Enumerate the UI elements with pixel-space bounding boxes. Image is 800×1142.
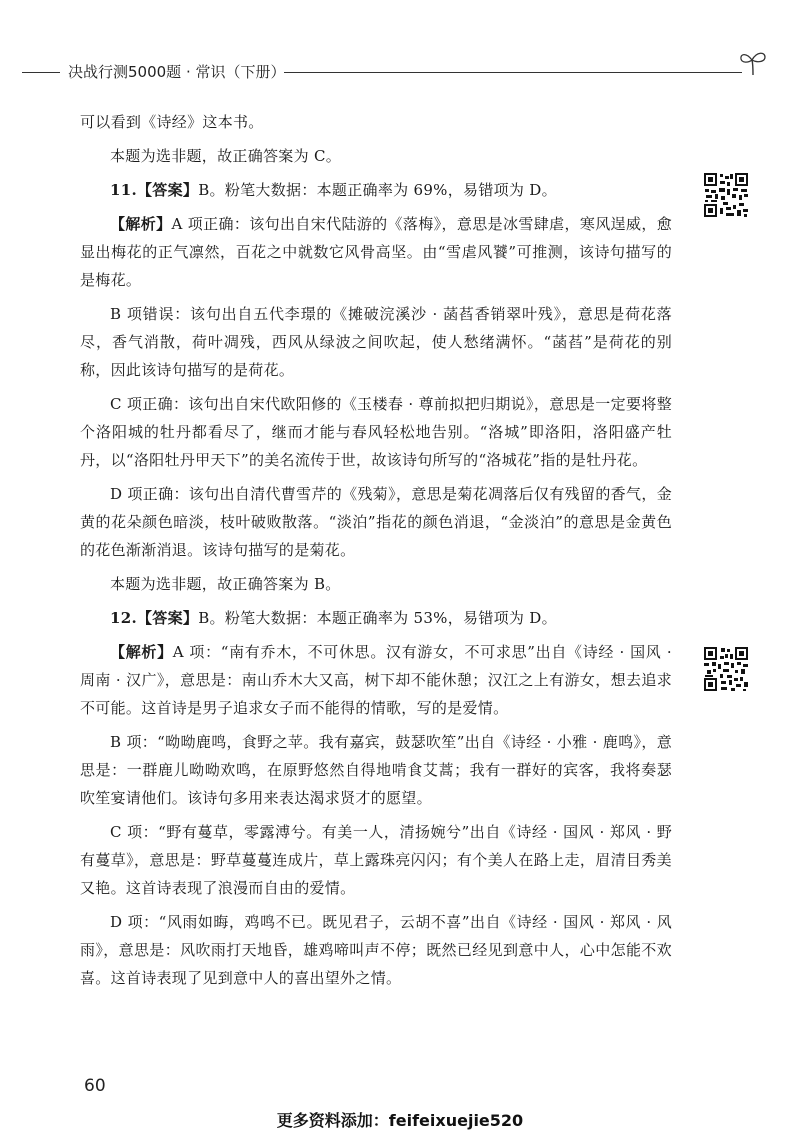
answer-line: 12.【答案】B。粉笔大数据：本题正确率为 53%，易错项为 D。 (110, 609, 557, 627)
header-rule-left (22, 72, 60, 73)
analysis-label: 【解析】 (110, 215, 172, 233)
paragraph: 本题为选非题，故正确答案为 B。 (110, 575, 341, 593)
page-header (0, 56, 800, 86)
paragraph: 本题为选非题，故正确答案为 C。 (110, 147, 342, 165)
paragraph: B 项：“呦呦鹿鸣，食野之苹。我有嘉宾，鼓瑟吹笙”出自《诗经 · 小雅 · 鹿鸣》，意思是：一群鹿儿呦呦欢鸣，在原野悠然自得地啃食艾蒿；我有一群好的宾客，我将奏瑟吹笙宴请他们。该诗句多用来表达渴求贤才的愿望。 (80, 733, 672, 807)
qr-code-icon[interactable] (703, 646, 749, 692)
paragraph: C 项正确：该句出自宋代欧阳修的《玉楼春 · 尊前拟把归期说》，意思是一定要将整个洛阳城的牡丹都看尽了，继而才能与春风轻松地告别。“洛城”即洛阳，洛阳盛产牡丹，以“洛阳牡丹甲天下”的美名流传于世，故该诗句所写的“洛城花”指的是牡丹花。 (80, 395, 672, 469)
analysis-paragraph: 【解析】A 项：“南有乔木，不可休思。汉有游女，不可求思”出自《诗经 · 国风 · 周南 · 汉广》，意思是：南山乔木大又高，树下却不能休憩；汉江之上有游女，想去追求不可能。这首诗是男子追求女子而不能得的情歌，写的是爱情。 (80, 643, 672, 717)
answer-label: 12.【答案】 (110, 609, 199, 627)
paragraph: D 项正确：该句出自清代曹雪芹的《残菊》，意思是菊花凋落后仅有残留的香气，金黄的花朵颜色暗淡，枝叶破败散落。“淡泊”指花的颜色消退，“金淡泊”的意思是金黄色的花色渐渐消退。该诗句描写的是菊花。 (80, 485, 672, 559)
header-rule-right (284, 72, 742, 73)
paragraph: 可以看到《诗经》这本书。 (80, 113, 264, 131)
sprout-icon (738, 48, 768, 76)
qr-code-icon[interactable] (703, 172, 749, 218)
paragraph: C 项：“野有蔓草，零露溥兮。有美一人，清扬婉兮”出自《诗经 · 国风 · 郑风 · 野有蔓草》，意思是：野草蔓蔓连成片，草上露珠亮闪闪；有个美人在路上走，眉清目秀美又艳。这首诗表现了浪漫而自由的爱情。 (80, 823, 672, 897)
analysis-label: 【解析】 (110, 643, 173, 661)
answer-line: 11.【答案】B。粉笔大数据：本题正确率为 69%，易错项为 D。 (110, 181, 557, 199)
paragraph: D 项：“风雨如晦，鸡鸣不已。既见君子，云胡不喜”出自《诗经 · 国风 · 郑风 · 风雨》，意思是：风吹雨打天地昏，雄鸡啼叫声不停；既然已经见到意中人，心中怎能不欢喜。这首诗表现了见到意中人的喜出望外之情。 (80, 913, 672, 987)
analysis-paragraph: 【解析】A 项正确：该句出自宋代陆游的《落梅》，意思是冰雪肆虐，寒风逞威，愈显出梅花的正气凛然，百花之中就数它风骨高坚。由“雪虐风饕”可推测，该诗句描写的是梅花。 (80, 215, 672, 289)
footer-note: 更多资料添加：feifeixuejie520 (276, 1111, 524, 1130)
header-title: 决战行测5000题 · 常识（下册） (68, 63, 286, 81)
page-number: 60 (84, 1076, 106, 1096)
paragraph: B 项错误：该句出自五代李璟的《摊破浣溪沙 · 菡萏香销翠叶残》，意思是荷花落尽，香气消散，荷叶凋残，西风从绿波之间吹起，使人愁绪满怀。“菡萏”是荷花的别称，因此该诗句描写的是荷花。 (80, 305, 672, 379)
answer-explanations (80, 108, 672, 998)
answer-label: 11.【答案】 (110, 181, 199, 199)
